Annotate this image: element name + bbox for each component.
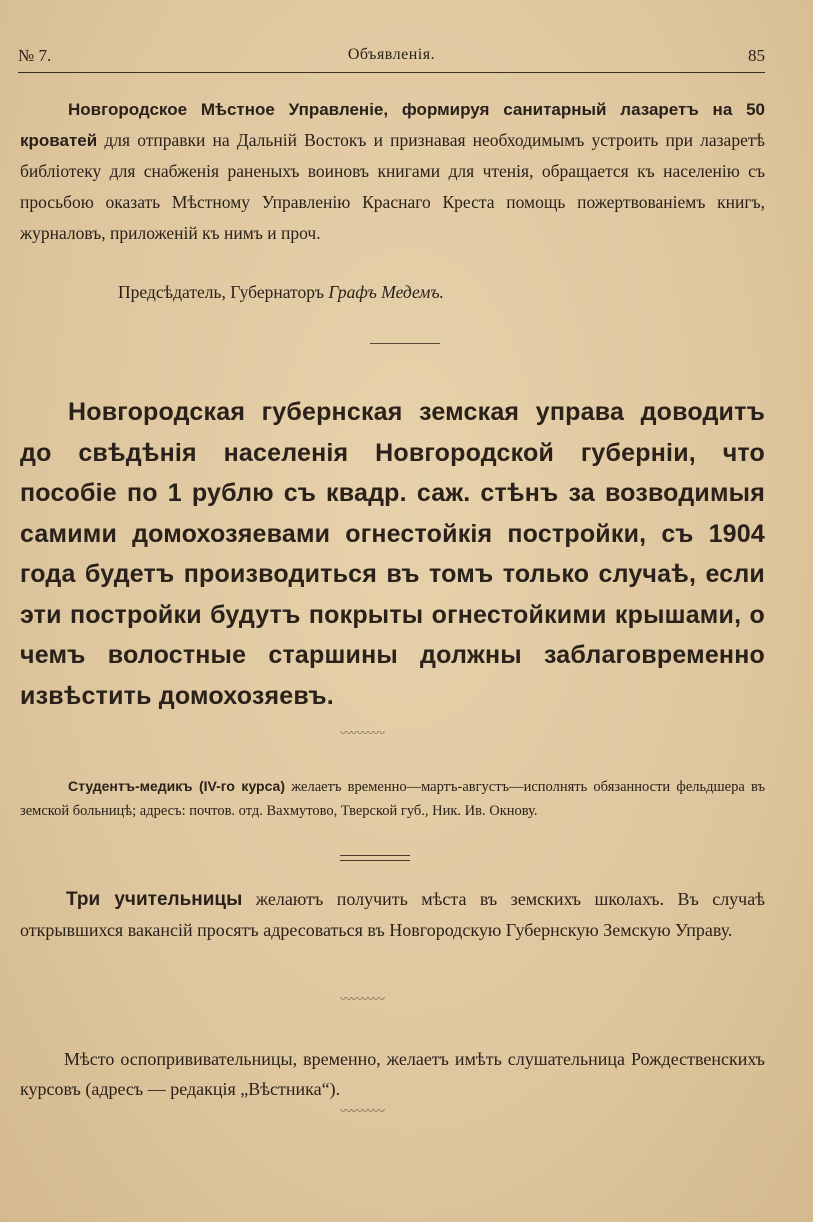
header-rule — [18, 72, 765, 73]
announcement-body: желаетъ временно—мартъ-августъ—исполнять обязанности фельдшера въ земской больницѣ; адресъ: почтов. отд. Вахмутово, Тверской губ., Ник. Ив. Окнову. — [20, 779, 765, 819]
page-number: 85 — [748, 46, 765, 65]
announcement-zemstvo — [20, 392, 765, 716]
signature-prefix: Предсѣдатель, Губернаторъ — [118, 282, 325, 302]
double-rule-separator — [340, 855, 410, 861]
announcement-lead: Три учительницы — [66, 889, 243, 910]
announcement-teachers — [20, 884, 765, 945]
announcement-body: Мѣсто оспопрививательницы, временно, желаетъ имѣть слушательница Рождественскихъ курсовъ (адресъ — редакція „Вѣстника“). — [20, 1049, 765, 1099]
page-header — [18, 46, 765, 72]
signature — [118, 282, 444, 303]
announcement-body: Новгородская губернская земская управа доводитъ до свѣдѣнія населенія Новгородской губерніи, что пособіе по 1 рублю съ квадр. саж. стѣнъ за возводимыя самими домохозяевами огнестойкія постройки, съ 1904 года будетъ производиться въ томъ только случаѣ, если эти постройки будутъ покрыты огнестойкими крышами, о чемъ волостные старшины должны заблаговременно извѣстить домохозяевъ. — [20, 398, 765, 710]
issue-number: № 7. — [18, 46, 52, 65]
wavy-ornament: 〰〰〰〰 — [340, 992, 385, 1006]
separator-rule — [370, 343, 440, 344]
signature-name: Графъ Медемъ. — [328, 282, 444, 302]
announcement-lead: Новгородское Мѣстное Управленіе, формируя санитарный лазаретъ на 50 кроватей — [20, 100, 765, 150]
wavy-ornament: 〰〰〰〰 — [340, 1104, 385, 1118]
section-title: Объявленія. — [347, 46, 436, 63]
announcement-student — [20, 774, 765, 823]
announcement-vaccinator — [20, 1044, 765, 1104]
announcement-body: для отправки на Дальній Востокъ и признавая необходимымъ устроить при лазаретѣ библіотеку для снабженія раненыхъ воиновъ книгами для чтенія, обращается къ населенію съ просьбою оказать Мѣстному Управленію Краснаго Креста помощь пожертвованіемъ книгъ, журналовъ, приложеній къ нимъ и проч. — [20, 130, 765, 243]
announcement-red-cross — [20, 94, 765, 249]
wavy-ornament: 〰〰〰〰 — [340, 726, 385, 740]
announcement-body: желаютъ получить мѣста въ земскихъ школахъ. Въ случаѣ открывшихся вакансій просятъ адресоваться въ Новгородскую Губернскую Земскую Управу. — [20, 889, 765, 940]
announcement-lead: Студентъ-медикъ (IV-го курса) — [68, 778, 285, 794]
